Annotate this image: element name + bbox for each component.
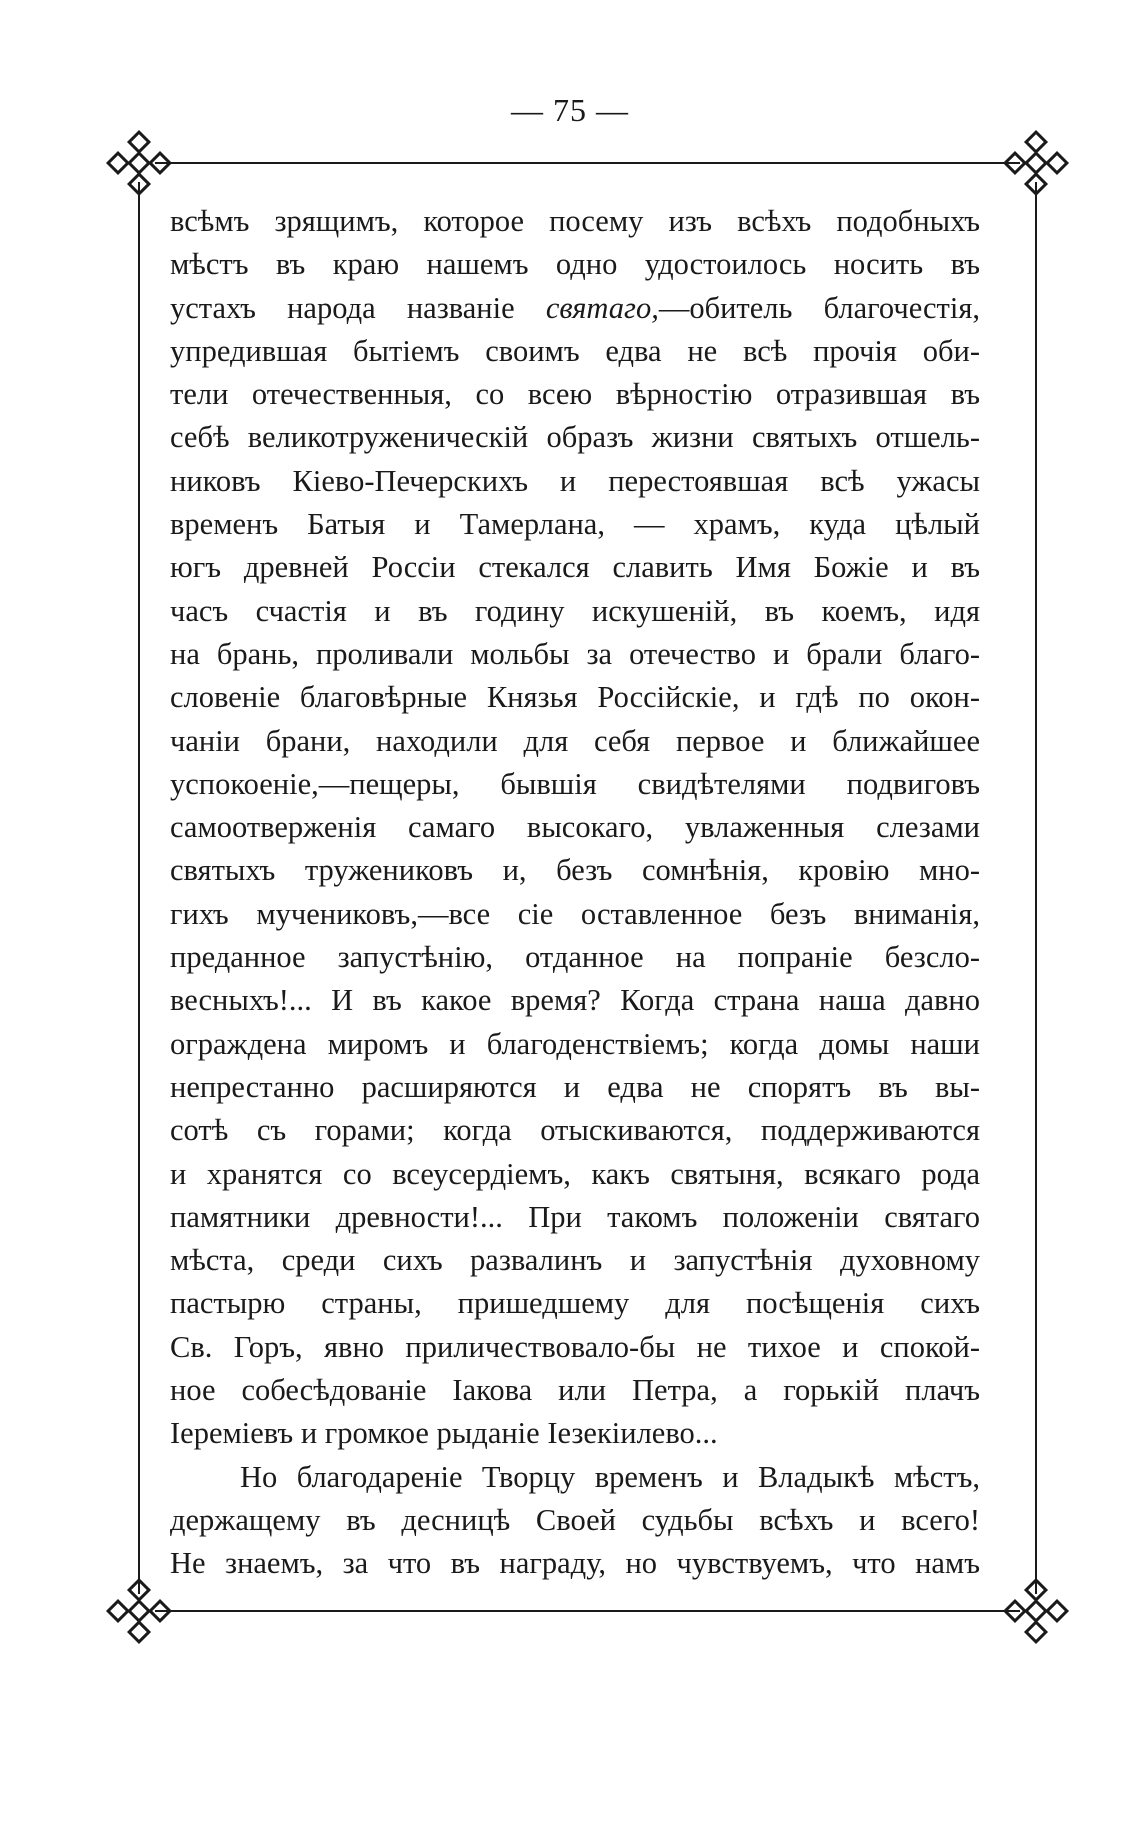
text-line: сотѣ съ горами; когда отыскиваются, поддерживаются — [170, 1113, 980, 1148]
text-line: никовъ Кіево-Печерскихъ и перестоявшая всѣ ужасы — [170, 463, 980, 498]
text-segment: устахъ народа названіе — [170, 290, 546, 325]
corner-knot-icon — [1002, 129, 1070, 197]
text-line: словеніе благовѣрные Князья Россійскіе, и гдѣ по окон- — [170, 680, 980, 715]
text-line: Св. Горъ, явно приличествовало-бы не тихое и спокой- — [170, 1329, 980, 1364]
text-line: мѣста, среди сихъ развалинъ и запустѣнія духовному — [170, 1243, 980, 1278]
corner-knot-icon — [105, 1577, 173, 1645]
frame-top-line — [155, 162, 1020, 164]
page-number: — 75 — — [511, 92, 629, 128]
paragraph-start-line: Но благодареніе Творцу временъ и Владыкѣ мѣстъ, — [240, 1459, 980, 1494]
text-line: и хранятся со всеусердіемъ, какъ святыня, всякаго рода — [170, 1156, 980, 1191]
text-line: самоотверженія самаго высокаго, увлаженныя слезами — [170, 810, 980, 845]
text-line: всѣмъ зрящимъ, которое посему изъ всѣхъ подобныхъ — [170, 204, 980, 238]
text-line: держащему въ десницѣ Своей судьбы всѣхъ и всего! — [170, 1502, 980, 1537]
corner-knot-icon — [105, 129, 173, 197]
text-line: упредившая бытіемъ своимъ едва не всѣ прочія оби- — [170, 333, 980, 368]
text-line: временъ Батыя и Тамерлана, — храмъ, куда цѣлый — [170, 507, 980, 542]
corner-knot-icon — [1002, 1577, 1070, 1645]
text-line: мѣстъ въ краю нашемъ одно удостоилось носить въ — [170, 247, 980, 282]
paragraph-end-line: Іереміевъ и громкое рыданіе Іезекіилево... — [170, 1416, 718, 1451]
text-line: успокоеніе,—пещеры, бывшія свидѣтелями подвиговъ — [170, 766, 980, 801]
text-line: часъ счастія и въ годину искушеній, въ коемъ, идя — [170, 593, 980, 628]
italic-word: святаго, — [545, 290, 659, 325]
text-line: весныхъ!... И въ какое время? Когда страна наша давно — [170, 983, 980, 1018]
frame-bottom-line — [155, 1610, 1020, 1612]
text-line: преданное запустѣнію, отданное на попраніе безсло- — [170, 940, 980, 975]
text-line: непрестанно расширяются и едва не спорятъ въ вы- — [170, 1069, 980, 1104]
text-line: ограждена миромъ и благоденствіемъ; когда домы наши — [170, 1026, 980, 1061]
text-line: ное собесѣдованіе Іакова или Петра, а горькій плачъ — [170, 1373, 980, 1408]
text-line: тели отечественныя, со всею вѣрностію отразившая въ — [170, 377, 980, 412]
text-line: святыхъ тружениковъ и, безъ сомнѣнія, кровію мно- — [170, 853, 980, 888]
text-segment: —обитель благочестія, — [658, 290, 981, 325]
text-line — [170, 287, 980, 330]
text-line: себѣ великотруженическій образъ жизни святыхъ отшель- — [170, 420, 980, 455]
text-line: гихъ мучениковъ,—все сіе оставленное безъ вниманія, — [170, 896, 980, 931]
text-line: пастырю страны, пришедшему для посѣщенія сихъ — [170, 1286, 980, 1321]
body-text — [170, 200, 980, 1586]
frame-right-line — [1035, 182, 1037, 1594]
text-line: югъ древней Россіи стекался славить Имя Божіе и въ — [170, 550, 980, 585]
text-line: Не знаемъ, за что въ награду, но чувствуемъ, что намъ — [170, 1546, 980, 1581]
text-line: памятники древности!... При такомъ положеніи святаго — [170, 1199, 980, 1234]
text-line: на брань, проливали мольбы за отечество и брали благо- — [170, 636, 980, 671]
text-line: чаніи брани, находили для себя первое и ближайшее — [170, 723, 980, 758]
frame-left-line — [138, 182, 140, 1594]
